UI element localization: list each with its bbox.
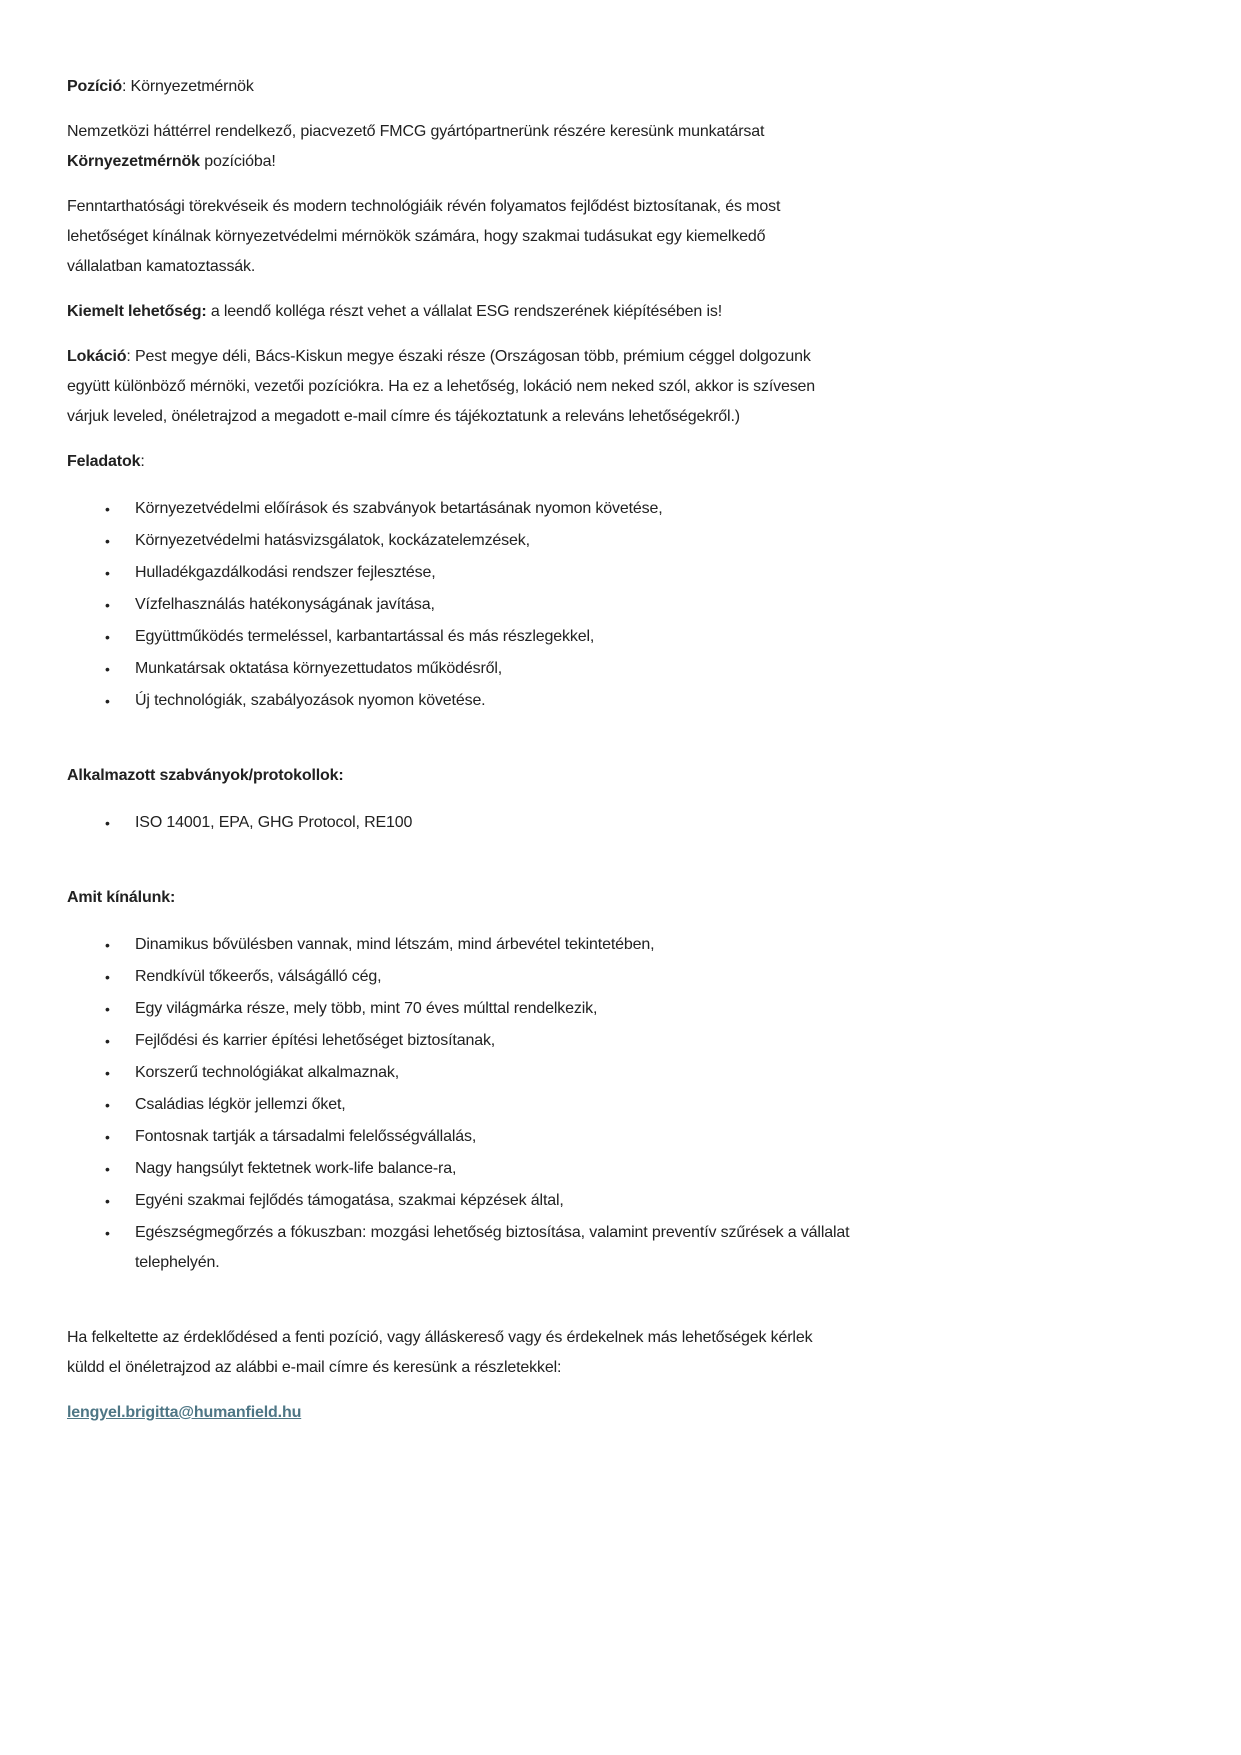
list-item — [67, 1058, 1173, 1088]
text-run: a leendő kolléga részt vehet a vállalat ESG rendszerének kiépítésében is! — [206, 303, 722, 320]
list-item-text: Egy világmárka része, mely több, mint 70 éves múlttal rendelkezik, — [135, 1000, 598, 1017]
list-item-text: Új technológiák, szabályozások nyomon követése. — [135, 692, 486, 709]
tasks-list — [67, 494, 1173, 716]
text-run: vállalatban kamatoztassák. — [67, 258, 256, 275]
tasks-heading — [67, 447, 1173, 477]
bullet-icon: • — [105, 969, 110, 985]
list-item-text: Fejlődési és karrier építési lehetőséget biztosítanak, — [135, 1032, 496, 1049]
list-item-text: Családias légkör jellemzi őket, — [135, 1096, 346, 1113]
list-item-text: ISO 14001, EPA, GHG Protocol, RE100 — [135, 814, 413, 831]
list-item — [67, 654, 1173, 684]
standards-list — [67, 808, 1173, 838]
list-item-text: Együttműködés termeléssel, karbantartással és más részlegekkel, — [135, 628, 595, 645]
text-run: Fenntarthatósági törekvéseik és modern technológiáik révén folyamatos fejlődést biztosítanak, és most — [67, 198, 781, 215]
list-item-text: Környezetvédelmi hatásvizsgálatok, kockázatelemzések, — [135, 532, 530, 549]
bullet-icon: • — [105, 1193, 110, 1209]
document-body — [67, 72, 1173, 1428]
list-item — [67, 558, 1173, 588]
bold-text-run: Alkalmazott szabványok/protokollok: — [67, 767, 344, 784]
closing-paragraph — [67, 1323, 1173, 1383]
list-item — [67, 808, 1173, 838]
bullet-icon: • — [105, 661, 110, 677]
list-item — [67, 994, 1173, 1024]
list-item-text: Fontosnak tartják a társadalmi felelősségvállalás, — [135, 1128, 477, 1145]
bold-text-run: Amit kínálunk: — [67, 889, 176, 906]
offer-list — [67, 930, 1173, 1278]
bullet-icon: • — [105, 1033, 110, 1049]
bullet-icon: • — [105, 565, 110, 581]
bold-text-run: Pozíció — [67, 78, 122, 95]
list-item — [67, 1218, 1173, 1278]
bullet-icon: • — [105, 1097, 110, 1113]
list-item-text: Egészségmegőrzés a fókuszban: mozgási lehetőség biztosítása, valamint preventív szűrések a vállalat — [135, 1224, 850, 1241]
list-item-text: telephelyén. — [135, 1254, 220, 1271]
bullet-icon: • — [105, 1225, 110, 1241]
text-run: várjuk leveled, önéletrajzod a megadott e-mail címre és tájékoztatunk a releváns lehetőségekről.) — [67, 408, 740, 425]
list-item-text: Nagy hangsúlyt fektetnek work-life balance-ra, — [135, 1160, 457, 1177]
bullet-icon: • — [105, 501, 110, 517]
list-item — [67, 590, 1173, 620]
bold-text-run: Feladatok — [67, 453, 141, 470]
bullet-icon: • — [105, 629, 110, 645]
standards-heading — [67, 761, 1173, 791]
text-run: együtt különböző mérnöki, vezetői pozíciókra. Ha ez a lehetőség, lokáció nem neked szól, akkor is szívesen — [67, 378, 816, 395]
list-item-text: Környezetvédelmi előírások és szabványok betartásának nyomon követése, — [135, 500, 663, 517]
text-run: : — [140, 453, 145, 470]
bold-text-run: Lokáció — [67, 348, 127, 365]
list-item — [67, 1122, 1173, 1152]
list-item — [67, 686, 1173, 716]
list-item-text: Korszerű technológiákat alkalmaznak, — [135, 1064, 400, 1081]
list-item-text: Hulladékgazdálkodási rendszer fejlesztése, — [135, 564, 436, 581]
sustainability-paragraph — [67, 192, 1173, 282]
bullet-icon: • — [105, 533, 110, 549]
bullet-icon: • — [105, 1065, 110, 1081]
bold-text-run: Környezetmérnök — [67, 153, 200, 170]
bullet-icon: • — [105, 937, 110, 953]
intro-paragraph — [67, 117, 1173, 177]
contact-email — [67, 1398, 1173, 1428]
list-item — [67, 494, 1173, 524]
text-run: pozícióba! — [199, 153, 276, 170]
list-item — [67, 526, 1173, 556]
list-item — [67, 622, 1173, 652]
offer-heading — [67, 883, 1173, 913]
bullet-icon: • — [105, 1001, 110, 1017]
text-run: küldd el önéletrajzod az alábbi e-mail címre és keresünk a részletekkel: — [67, 1359, 562, 1376]
text-run: : Környezetmérnök — [121, 78, 254, 95]
bullet-icon: • — [105, 1129, 110, 1145]
list-item — [67, 930, 1173, 960]
bullet-icon: • — [105, 815, 110, 831]
text-run: lehetőséget kínálnak környezetvédelmi mérnökök számára, hogy szakmai tudásukat egy kiemelkedő — [67, 228, 766, 245]
list-item-text: Munkatársak oktatása környezettudatos működésről, — [135, 660, 503, 677]
list-item-text: Egyéni szakmai fejlődés támogatása, szakmai képzések által, — [135, 1192, 564, 1209]
bullet-icon: • — [105, 1161, 110, 1177]
position-line — [67, 72, 1173, 102]
text-run: Nemzetközi háttérrel rendelkező, piacvezető FMCG gyártópartnerünk részére keresünk munkatársat — [67, 123, 765, 140]
list-item — [67, 1186, 1173, 1216]
contact-email-link[interactable]: lengyel.brigitta@humanfield.hu — [67, 1404, 302, 1421]
list-item — [67, 1090, 1173, 1120]
location-paragraph — [67, 342, 1173, 432]
bullet-icon: • — [105, 693, 110, 709]
bold-text-run: Kiemelt lehetőség: — [67, 303, 207, 320]
list-item-text: Dinamikus bővülésben vannak, mind létszám, mind árbevétel tekintetében, — [135, 936, 655, 953]
list-item — [67, 962, 1173, 992]
list-item-text: Vízfelhasználás hatékonyságának javítása, — [135, 596, 435, 613]
list-item — [67, 1154, 1173, 1184]
text-run: Ha felkeltette az érdeklődésed a fenti pozíció, vagy álláskereső vagy és érdekelnek más lehetőségek kérlek — [67, 1329, 813, 1346]
text-run: : Pest megye déli, Bács-Kiskun megye északi része (Országosan több, prémium céggel dolgozunk — [126, 348, 811, 365]
list-item-text: Rendkívül tőkeerős, válságálló cég, — [135, 968, 382, 985]
highlight-paragraph — [67, 297, 1173, 327]
list-item — [67, 1026, 1173, 1056]
bullet-icon: • — [105, 597, 110, 613]
